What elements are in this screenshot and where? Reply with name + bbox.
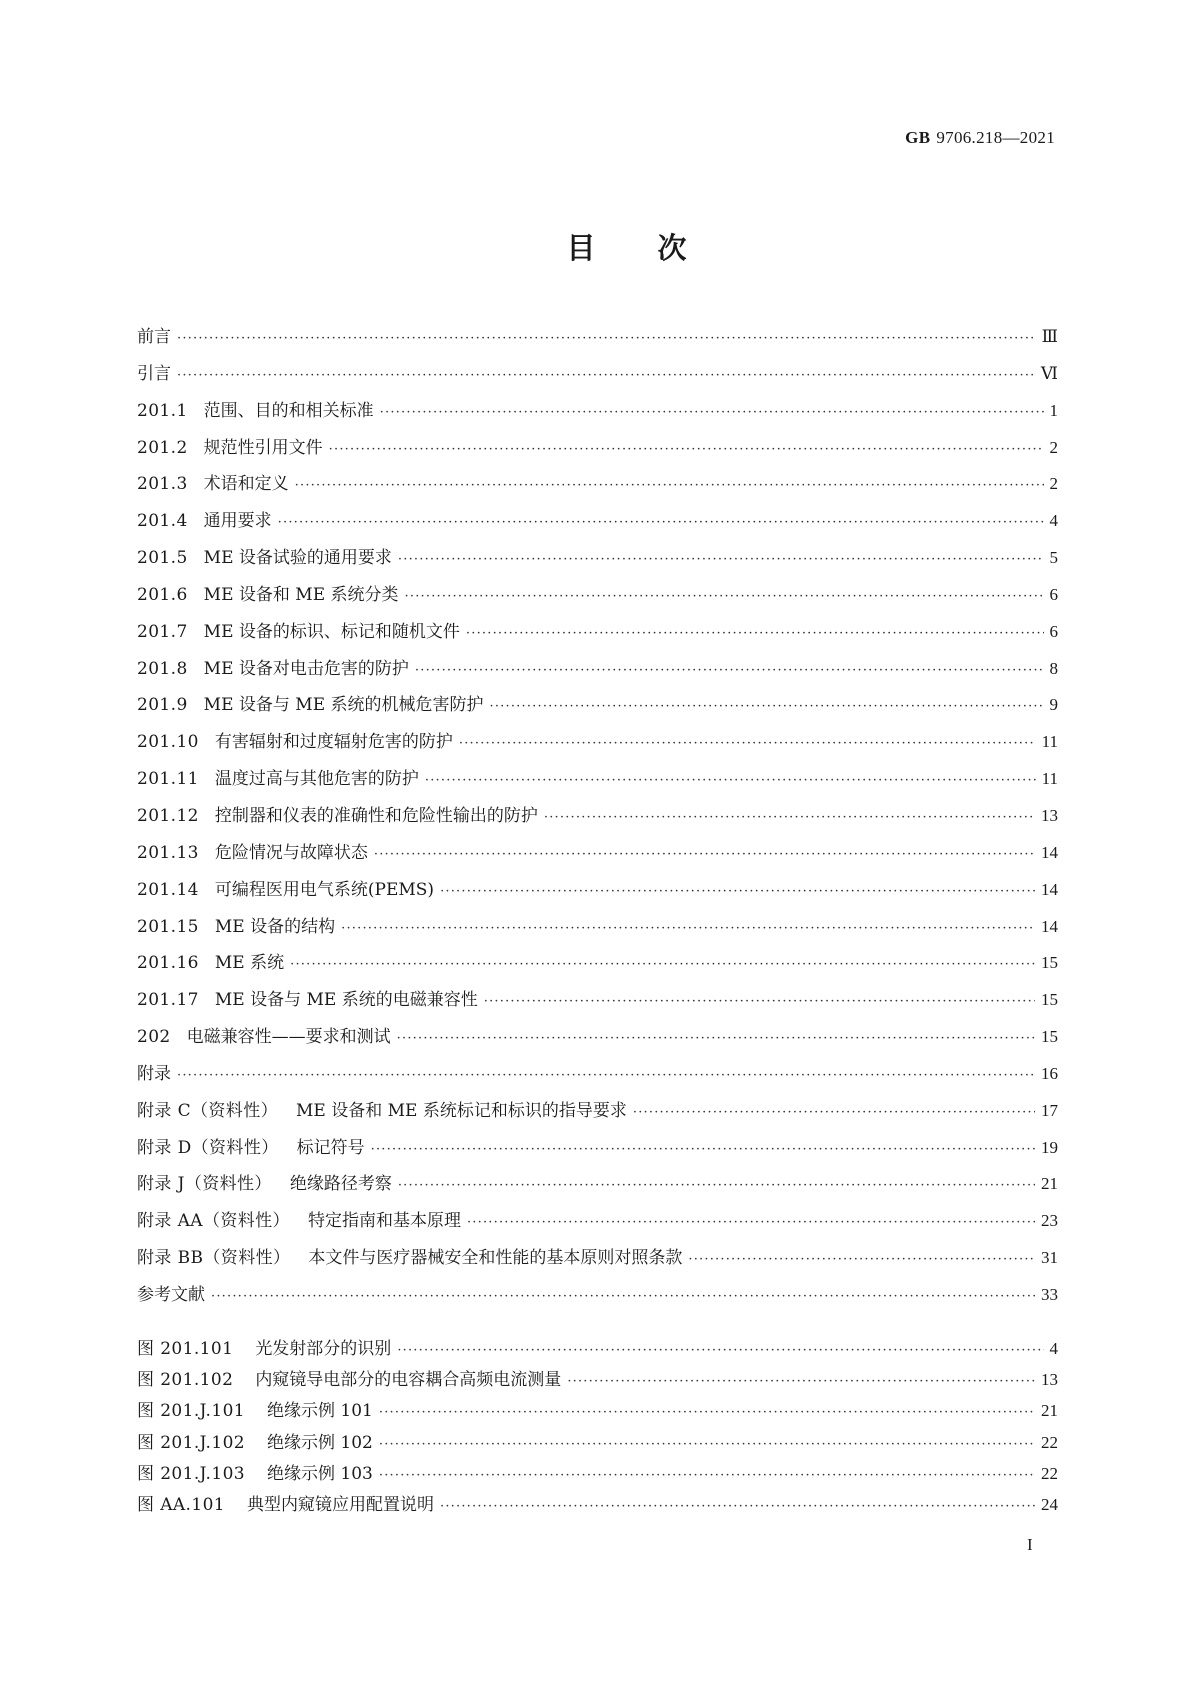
entry-label xyxy=(137,359,171,384)
entry-label xyxy=(137,727,453,752)
entry-page: 5 xyxy=(1049,548,1058,568)
standard-prefix: GB xyxy=(905,128,931,147)
entry-title: 通用要求 xyxy=(203,511,272,532)
table-of-contents xyxy=(137,322,1058,1317)
entry-label xyxy=(137,912,335,937)
entry-page: 15 xyxy=(1041,953,1058,973)
entry-number: 图 AA.101 xyxy=(137,1494,226,1515)
entry-label xyxy=(137,1022,391,1047)
leader-dots xyxy=(415,663,1044,678)
toc-entry[interactable] xyxy=(137,727,1058,764)
toc-entry[interactable] xyxy=(137,1459,1058,1490)
entry-label xyxy=(137,985,478,1010)
entry-label xyxy=(137,690,484,715)
entry-page: 4 xyxy=(1049,1339,1058,1358)
leader-dots xyxy=(440,884,1035,899)
entry-number: 201.15 xyxy=(137,916,199,937)
leader-dots xyxy=(177,331,1036,346)
toc-entry[interactable] xyxy=(137,1243,1058,1280)
entry-number: 附录 AA（资料性） xyxy=(137,1211,290,1232)
leader-dots xyxy=(405,589,1044,604)
entry-page: 13 xyxy=(1041,805,1058,825)
entry-title: 引言 xyxy=(137,363,171,384)
entry-label xyxy=(137,1059,171,1084)
entry-title: 标记符号 xyxy=(296,1137,365,1158)
entry-page: 23 xyxy=(1041,1211,1058,1231)
entry-label xyxy=(137,838,368,863)
standard-code xyxy=(905,128,1055,148)
entry-page: 6 xyxy=(1049,621,1058,641)
entry-page: 17 xyxy=(1041,1100,1058,1120)
toc-entry[interactable] xyxy=(137,985,1058,1022)
entry-page: 19 xyxy=(1041,1137,1058,1157)
entry-title: 可编程医用电气系统(PEMS) xyxy=(214,879,435,900)
entry-page: 24 xyxy=(1041,1494,1058,1514)
toc-entry[interactable] xyxy=(137,1169,1058,1206)
entry-title: 范围、目的和相关标准 xyxy=(203,400,374,421)
entry-number: 201.11 xyxy=(137,769,199,790)
entry-number: 附录 BB（资料性） xyxy=(137,1248,291,1269)
entry-page: 14 xyxy=(1041,879,1058,899)
entry-number: 图 201.J.101 xyxy=(137,1401,246,1422)
entry-title: 典型内窥镜应用配置说明 xyxy=(247,1494,435,1515)
toc-entry[interactable] xyxy=(137,1059,1058,1096)
entry-number: 附录 D（资料性） xyxy=(137,1137,279,1158)
leader-dots xyxy=(329,442,1044,457)
entry-label xyxy=(137,1243,682,1268)
leader-dots xyxy=(379,1468,1035,1483)
entry-number: 201.13 xyxy=(137,842,199,863)
toc-entry[interactable] xyxy=(137,1428,1058,1459)
entry-number: 201.5 xyxy=(137,548,188,569)
page-title: 目次 xyxy=(566,231,749,265)
toc-entry[interactable] xyxy=(137,322,1058,359)
entry-page: Ⅵ xyxy=(1040,363,1058,383)
toc-entry[interactable] xyxy=(137,764,1058,801)
entry-title: ME 设备与 ME 系统的机械危害防护 xyxy=(203,695,484,716)
toc-entry[interactable] xyxy=(137,543,1058,580)
entry-title: ME 设备和 ME 系统标记和标识的指导要求 xyxy=(296,1100,627,1121)
entry-page: 8 xyxy=(1049,658,1058,678)
toc-entry[interactable] xyxy=(137,875,1058,912)
entry-page: 2 xyxy=(1049,437,1058,457)
leader-dots xyxy=(397,1031,1035,1046)
toc-entry[interactable] xyxy=(137,1334,1058,1365)
leader-dots xyxy=(484,994,1035,1009)
entry-label xyxy=(137,617,460,642)
leader-dots xyxy=(211,1289,1035,1304)
entry-label xyxy=(137,580,399,605)
entry-label xyxy=(137,506,272,531)
entry-number: 图 201.J.102 xyxy=(137,1432,246,1453)
entry-title: 参考文献 xyxy=(137,1284,205,1305)
entry-page: 22 xyxy=(1041,1432,1058,1452)
entry-label xyxy=(137,1133,365,1158)
leader-dots xyxy=(567,1374,1035,1389)
leader-dots xyxy=(688,1252,1035,1267)
entry-number: 201.17 xyxy=(137,990,199,1011)
entry-label xyxy=(137,1396,373,1421)
entry-page: 31 xyxy=(1041,1248,1058,1268)
entry-title: 有害辐射和过度辐射危害的防护 xyxy=(214,732,453,753)
entry-page: Ⅲ xyxy=(1041,327,1058,346)
entry-label xyxy=(137,1096,627,1121)
page-number: I xyxy=(1027,1535,1033,1554)
leader-dots xyxy=(398,552,1044,567)
toc-entry[interactable] xyxy=(137,948,1058,985)
entry-page: 15 xyxy=(1041,1027,1058,1047)
entry-title: 附录 xyxy=(137,1063,171,1084)
entry-title: 绝缘示例 103 xyxy=(267,1463,373,1484)
leader-dots xyxy=(379,1437,1035,1452)
toc-entry[interactable] xyxy=(137,1022,1058,1059)
entry-number: 图 201.J.103 xyxy=(137,1463,246,1484)
entry-number: 附录 C（资料性） xyxy=(137,1100,279,1121)
entry-label xyxy=(137,322,171,347)
entry-label xyxy=(137,396,374,421)
leader-dots xyxy=(290,957,1035,972)
entry-number: 201.6 xyxy=(137,584,188,605)
toc-entry[interactable] xyxy=(137,1490,1058,1521)
entry-page: 11 xyxy=(1041,732,1058,752)
entry-number: 201.10 xyxy=(137,732,199,753)
entry-label xyxy=(137,654,409,679)
entry-page: 6 xyxy=(1049,584,1058,604)
entry-title: ME 设备和 ME 系统分类 xyxy=(203,584,399,605)
entry-number: 201.8 xyxy=(137,658,188,679)
entry-label xyxy=(137,469,289,494)
entry-title: ME 设备与 ME 系统的电磁兼容性 xyxy=(214,990,478,1011)
entry-number: 201.14 xyxy=(137,879,199,900)
entry-label xyxy=(137,1365,561,1390)
entry-title: ME 设备试验的通用要求 xyxy=(203,548,392,569)
entry-label xyxy=(137,764,419,789)
entry-label xyxy=(137,875,434,900)
leader-dots xyxy=(341,921,1035,936)
entry-number: 202 xyxy=(137,1027,171,1048)
leader-dots xyxy=(398,1178,1035,1193)
entry-title: 特定指南和基本原理 xyxy=(307,1211,461,1232)
toc-entry[interactable] xyxy=(137,1280,1058,1317)
entry-title: 控制器和仪表的准确性和危险性输出的防护 xyxy=(214,805,538,826)
entry-number: 201.7 xyxy=(137,621,188,642)
entry-number: 201.4 xyxy=(137,511,188,532)
leader-dots xyxy=(544,810,1035,825)
entry-label xyxy=(137,948,284,973)
entry-number: 201.9 xyxy=(137,695,188,716)
leader-dots xyxy=(371,1142,1035,1157)
entry-page: 33 xyxy=(1041,1284,1058,1304)
entry-number: 201.2 xyxy=(137,437,188,458)
entry-title: 前言 xyxy=(137,327,171,347)
entry-page: 11 xyxy=(1041,769,1058,789)
entry-number: 201.3 xyxy=(137,474,188,495)
leader-dots xyxy=(278,515,1044,530)
entry-title: 术语和定义 xyxy=(203,474,289,495)
entry-page: 1 xyxy=(1049,400,1058,420)
toc-entry[interactable] xyxy=(137,1396,1058,1427)
leader-dots xyxy=(177,368,1035,383)
entry-title: 本文件与医疗器械安全和性能的基本原则对照条款 xyxy=(308,1248,683,1269)
toc-entry[interactable] xyxy=(137,469,1058,506)
entry-label xyxy=(137,1280,205,1305)
leader-dots xyxy=(374,847,1035,862)
toc-entry[interactable] xyxy=(137,580,1058,617)
entry-number: 附录 J（资料性） xyxy=(137,1174,272,1195)
entry-title: 光发射部分的识别 xyxy=(255,1339,392,1359)
leader-dots xyxy=(459,736,1036,751)
entry-number: 201.16 xyxy=(137,953,199,974)
entry-page: 2 xyxy=(1049,474,1058,494)
entry-page: 22 xyxy=(1041,1463,1058,1483)
leader-dots xyxy=(425,773,1036,788)
toc-entry[interactable] xyxy=(137,838,1058,875)
entry-page: 13 xyxy=(1041,1370,1058,1390)
toc-entry[interactable] xyxy=(137,1206,1058,1243)
entry-title: ME 设备对电击危害的防护 xyxy=(203,658,409,679)
entry-label xyxy=(137,1459,373,1484)
entry-label xyxy=(137,801,538,826)
entry-label xyxy=(137,1428,373,1453)
leader-dots xyxy=(490,699,1044,714)
leader-dots xyxy=(379,1405,1035,1420)
entry-title: 内窥镜导电部分的电容耦合高频电流测量 xyxy=(255,1370,562,1391)
toc-entry[interactable] xyxy=(137,359,1058,396)
toc-entry[interactable] xyxy=(137,1133,1058,1170)
entry-label xyxy=(137,1490,434,1515)
entry-page: 14 xyxy=(1041,842,1058,862)
entry-title: ME 设备的结构 xyxy=(214,916,336,937)
entry-label xyxy=(137,1206,461,1231)
leader-dots xyxy=(295,478,1044,493)
toc-entry[interactable] xyxy=(137,801,1058,838)
toc-entry[interactable] xyxy=(137,617,1058,654)
entry-title: 绝缘路径考察 xyxy=(289,1174,392,1195)
entry-label xyxy=(137,543,392,568)
leader-dots xyxy=(633,1105,1035,1120)
entry-page: 21 xyxy=(1041,1174,1058,1194)
entry-title: ME 设备的标识、标记和随机文件 xyxy=(203,621,460,642)
toc-entry[interactable] xyxy=(137,912,1058,949)
entry-page: 15 xyxy=(1041,990,1058,1010)
entry-page: 9 xyxy=(1049,695,1058,715)
entry-title: 危险情况与故障状态 xyxy=(214,842,368,863)
entry-page: 16 xyxy=(1041,1063,1058,1083)
toc-entry[interactable] xyxy=(137,1365,1058,1396)
leader-dots xyxy=(177,1068,1035,1083)
leader-dots xyxy=(467,1215,1035,1230)
entry-page: 4 xyxy=(1049,511,1058,531)
list-of-figures xyxy=(137,1334,1058,1521)
entry-number: 201.12 xyxy=(137,805,199,826)
toc-entry[interactable] xyxy=(137,690,1058,727)
toc-entry[interactable] xyxy=(137,1096,1058,1133)
entry-title: ME 系统 xyxy=(214,953,285,974)
entry-number: 图 201.102 xyxy=(137,1370,234,1391)
entry-title: 温度过高与其他危害的防护 xyxy=(214,769,419,790)
toc-entry[interactable] xyxy=(137,433,1058,470)
toc-entry[interactable] xyxy=(137,654,1058,691)
entry-title: 电磁兼容性——要求和测试 xyxy=(186,1027,391,1048)
entry-label xyxy=(137,433,323,458)
entry-number: 图 201.101 xyxy=(137,1339,234,1359)
entry-label xyxy=(137,1334,391,1359)
entry-title: 绝缘示例 101 xyxy=(267,1401,373,1422)
entry-title: 规范性引用文件 xyxy=(203,437,323,458)
leader-dots xyxy=(466,626,1044,641)
leader-dots xyxy=(440,1499,1035,1514)
entry-title: 绝缘示例 102 xyxy=(267,1432,373,1453)
standard-number: 9706.218—2021 xyxy=(936,128,1055,147)
toc-entry[interactable] xyxy=(137,396,1058,433)
entry-number: 201.1 xyxy=(137,400,188,421)
toc-entry[interactable] xyxy=(137,506,1058,543)
entry-page: 14 xyxy=(1041,916,1058,936)
leader-dots xyxy=(380,405,1044,420)
entry-page: 21 xyxy=(1041,1401,1058,1421)
entry-label xyxy=(137,1169,392,1194)
leader-dots xyxy=(397,1343,1043,1358)
